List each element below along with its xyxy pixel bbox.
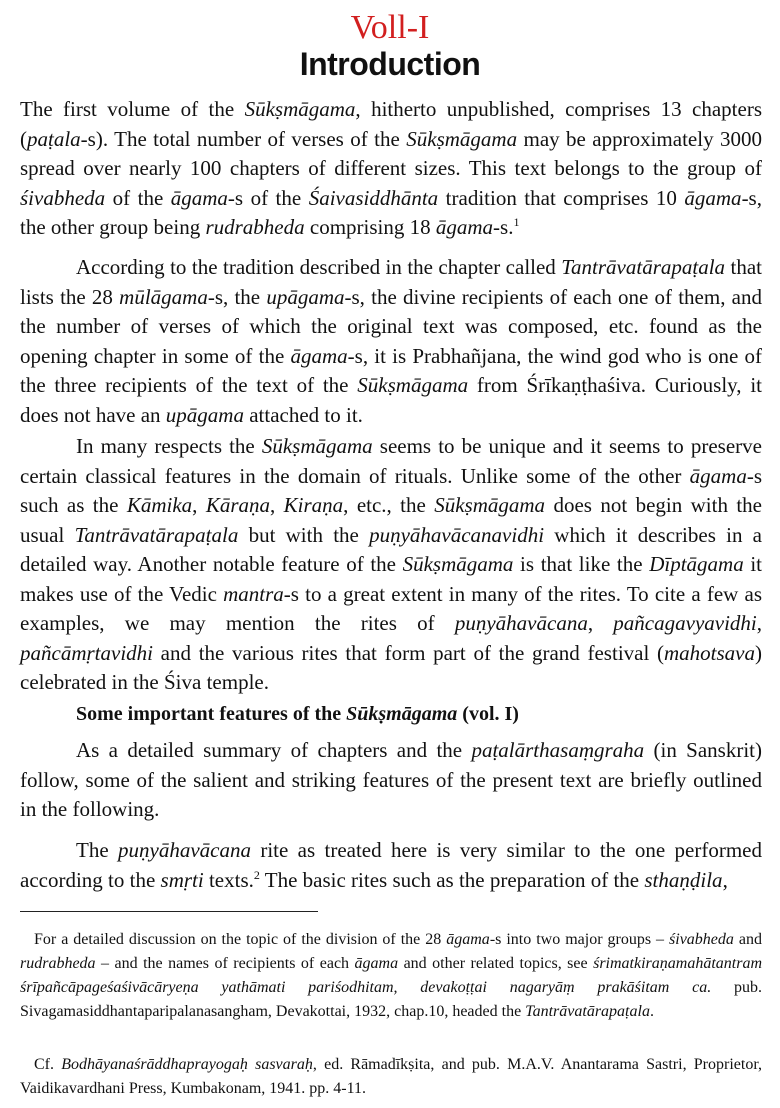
page-title: Introduction xyxy=(299,46,481,82)
paragraph-4: As a detailed summary of chapters and the paṭalārthasaṃgraha (in Sanskrit) follow, some of the salient and striking features of the present text are briefly outlined in the following. xyxy=(20,738,762,821)
paragraph-5: The puṇyāhavācana rite as treated here is very similar to the one performed according to the smṛti texts.$^2$ The basic rites such as the preparation of the sthaṇḍila, xyxy=(20,838,762,892)
paragraph-1: The first volume of the Sūkṣmāgama, hitherto unpublished, comprises 13 chapters (paṭala-s). The total number of verses of the Sūkṣmāgama may be approximately 3000 spread over nearly 100 chapters of different sizes. This text belongs to the group of śivabheda of the āgama-s of the Śaivasiddhānta tradition that comprises 10 āgama-s, the other group being rudrabheda comprising 18 āgama-s.$^1$ xyxy=(20,97,762,239)
section-heading: Some important features of the Sūkṣmāgama (vol. I) xyxy=(76,703,519,725)
footnote-ref-2[interactable]: 2 xyxy=(253,867,260,882)
paragraph-3: In many respects the Sūkṣmāgama seems to be unique and it seems to preserve certain classical features in the domain of rituals. Unlike some of the other āgama-s such as the Kāmika, Kāraṇa, Kiraṇa, etc., the Sūkṣmāgama does not begin with the usual Tantrāvatārapaṭala but with the puṇyāhavācanavidhi which it describes in a detailed way. Another notable feature of the Sūkṣmāgama is that like the Dīptāgama it makes use of the Vedic mantra-s to a great extent in many of the rites. To cite a few as examples, we may mention the rites of puṇyāhavācana, pañcagavyavidhi, pañcāmṛtavidhi and the various rites that form part of the grand festival (mahotsava) celebrated in the Śiva temple. xyxy=(20,434,763,694)
volume-label: Voll-I xyxy=(350,9,430,46)
footnote-ref-1[interactable]: 1 xyxy=(513,215,520,229)
paragraph-2: According to the tradition described in the chapter called Tantrāvatārapaṭala that lists the 28 mūlāgama-s, the upāgama-s, the divine recipients of each one of them, and the number of verses of which the original text was composed, etc. found as the opening chapter in some of the āgama-s, it is Prabhañjana, the wind god who is one of the three recipients of the text of the Sūkṣmāgama from Śrīkaṇṭhaśiva. Curiously, it does not have an upāgama attached to it. xyxy=(20,255,763,427)
footnote-divider xyxy=(20,911,318,912)
footnote-1: For a detailed discussion on the topic of the division of the 28 āgama-s into two major groups – śivabheda and rudrabheda – and the names of recipients of each āgama and other related topics, see śrimatkiraṇamahātantram śrīpañcāpageśaśivācāryeṇa yathāmati pariśodhitam, devakoṭṭai nagaryāṃ prakāśitam ca. pub. Sivagamasiddhantaparipalanasangham, Devakottai, 1932, chap.10, headed the Tantrāvatārapaṭala. xyxy=(20,931,763,1020)
footnote-2: Cf. Bodhāyanaśrāddhaprayogaḥ sasvaraḥ, ed. Rāmadīkṣita, and pub. M.A.V. Anantarama Sastri, Proprietor, Vaidikavardhani Press, Kumbakonam, 1941. pp. 4-11. xyxy=(20,1056,763,1097)
